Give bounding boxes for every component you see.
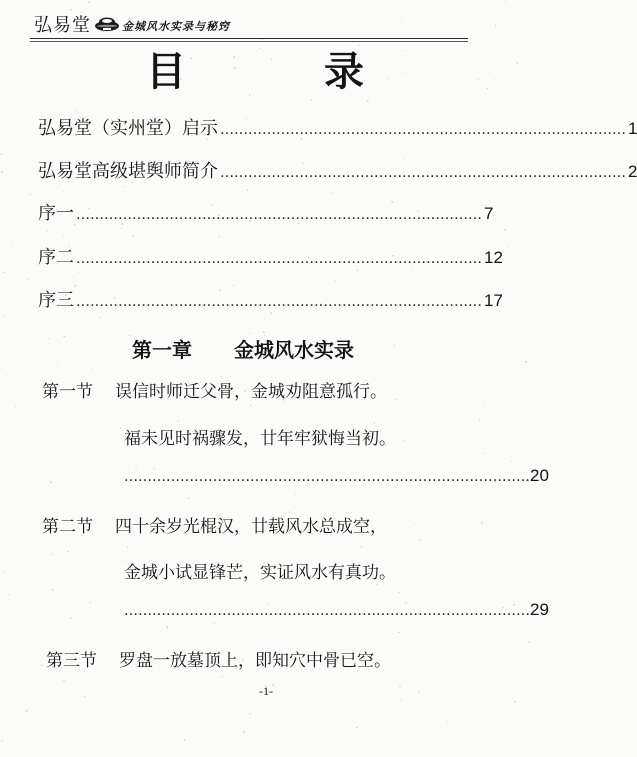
leader-dots: …………………………………………………………………………… xyxy=(76,207,482,223)
section-line: 误信时师迁父骨，金城劝阻意孤行。 xyxy=(115,382,387,402)
speck xyxy=(495,25,497,27)
speck xyxy=(211,636,212,637)
section-page: 20 xyxy=(530,466,549,485)
speck xyxy=(401,18,402,19)
speck xyxy=(36,317,37,318)
toc-entry-page: 1 xyxy=(628,119,637,138)
speck xyxy=(79,272,80,273)
speck xyxy=(504,451,505,452)
section-number: 第一节 xyxy=(42,382,93,402)
speck xyxy=(514,701,516,703)
speck xyxy=(27,279,28,280)
speck xyxy=(419,539,421,541)
section-line: 四十余岁光棍汉，廿载风水总成空， xyxy=(115,517,387,537)
speck xyxy=(479,419,480,420)
speck xyxy=(335,280,336,281)
speck xyxy=(515,676,516,677)
speck xyxy=(250,405,251,406)
toc-entry[interactable] xyxy=(38,118,637,141)
speck xyxy=(442,638,443,639)
speck xyxy=(476,200,477,201)
running-header xyxy=(34,10,230,38)
speck xyxy=(481,522,483,524)
speck xyxy=(90,602,91,603)
speck xyxy=(399,592,400,593)
section-page: 29 xyxy=(530,600,549,619)
speck xyxy=(221,676,222,677)
header-rule xyxy=(30,38,468,39)
speck xyxy=(470,356,471,357)
speck xyxy=(326,409,327,410)
speck xyxy=(167,626,169,628)
speck xyxy=(311,99,312,100)
speck xyxy=(91,369,92,370)
speck xyxy=(150,0,151,1)
speck xyxy=(127,546,128,547)
speck xyxy=(504,229,506,231)
leader-dots: …………………………………………………………………………… xyxy=(76,251,482,267)
section-page-line xyxy=(124,600,549,620)
speck xyxy=(239,332,240,333)
speck xyxy=(8,599,9,600)
speck xyxy=(121,228,122,229)
page-title: 目 录 xyxy=(146,49,426,95)
speck xyxy=(511,461,512,462)
speck xyxy=(67,551,69,553)
toc-entry[interactable] xyxy=(38,161,637,184)
speck xyxy=(243,731,245,733)
speck xyxy=(361,546,363,548)
speck xyxy=(63,191,64,192)
speck xyxy=(45,159,46,160)
speck xyxy=(425,101,426,102)
speck xyxy=(219,236,221,238)
speck xyxy=(356,726,358,728)
speck xyxy=(1,154,2,155)
speck xyxy=(264,317,265,318)
header-brand: 弘易堂 xyxy=(34,15,91,36)
speck xyxy=(4,572,5,573)
section-line: 福未见时祸骤发，廿年牢狱悔当初。 xyxy=(124,429,396,449)
toc-entry-label: 弘易堂高级堪舆师简介 xyxy=(38,161,218,182)
speck xyxy=(15,406,16,407)
speck xyxy=(367,100,369,102)
speck xyxy=(1,171,3,173)
toc-entry[interactable] xyxy=(38,290,503,313)
chapter-number: 第一章 xyxy=(132,338,192,362)
speck xyxy=(42,701,43,702)
speck xyxy=(233,285,234,286)
speck xyxy=(415,524,416,525)
speck xyxy=(398,632,400,634)
speck xyxy=(186,148,187,149)
speck xyxy=(120,427,121,428)
speck xyxy=(419,750,420,751)
speck xyxy=(376,584,377,585)
speck xyxy=(524,337,525,338)
chapter-heading[interactable] xyxy=(132,334,354,363)
speck xyxy=(481,399,482,400)
toc-entry-label: 序二 xyxy=(38,247,74,268)
section-entry[interactable] xyxy=(42,381,387,403)
speck xyxy=(351,372,352,373)
speck xyxy=(3,315,4,316)
speck xyxy=(26,710,28,712)
brand-logo-icon xyxy=(94,15,120,33)
speck xyxy=(70,618,71,619)
speck xyxy=(178,421,179,422)
speck xyxy=(523,200,524,201)
speck xyxy=(132,112,133,113)
section-line: 罗盘一放墓顶上，即知穴中骨已空。 xyxy=(119,651,391,671)
speck xyxy=(48,338,49,339)
toc-entry-label: 弘易堂（实州堂）启示 xyxy=(38,118,218,139)
speck xyxy=(510,389,511,390)
speck xyxy=(403,440,405,442)
section-number: 第三节 xyxy=(46,651,97,671)
speck xyxy=(2,469,3,470)
speck xyxy=(50,481,52,483)
speck xyxy=(375,741,376,742)
speck xyxy=(347,103,348,104)
speck xyxy=(3,272,4,273)
speck xyxy=(511,334,512,335)
speck xyxy=(57,361,58,362)
page-number: -1- xyxy=(259,684,273,698)
speck xyxy=(471,717,472,718)
speck xyxy=(132,235,134,237)
speck xyxy=(295,493,296,494)
speck xyxy=(247,190,249,192)
speck xyxy=(249,713,250,714)
speck xyxy=(129,335,130,336)
speck xyxy=(365,450,366,451)
speck xyxy=(508,245,509,246)
speck xyxy=(408,373,409,374)
speck xyxy=(484,402,485,403)
speck xyxy=(1,740,2,741)
speck xyxy=(52,553,53,554)
speck xyxy=(100,317,101,318)
toc-entry[interactable] xyxy=(38,203,494,226)
speck xyxy=(446,722,447,723)
speck xyxy=(253,548,254,549)
speck xyxy=(459,334,460,335)
speck xyxy=(88,1,90,3)
chapter-title: 金城风水实录 xyxy=(234,338,354,362)
toc-entry-page: 7 xyxy=(484,204,494,223)
speck xyxy=(395,399,396,400)
speck xyxy=(420,535,421,536)
speck xyxy=(385,242,386,243)
leader-dots: …………………………………………………………………………… xyxy=(220,122,626,138)
speck xyxy=(0,368,1,369)
section-entry[interactable] xyxy=(42,516,387,538)
section-number: 第二节 xyxy=(42,517,93,537)
toc-entry-page: 2 xyxy=(628,162,637,181)
leader-dots: …………………………………………………………………………… xyxy=(124,469,530,485)
speck xyxy=(527,498,528,499)
leader-dots: …………………………………………………………………………… xyxy=(220,165,626,181)
speck xyxy=(528,641,530,643)
leader-dots: …………………………………………………………………………… xyxy=(124,603,530,619)
speck xyxy=(41,665,42,666)
speck xyxy=(401,699,402,700)
speck xyxy=(8,595,9,596)
speck xyxy=(505,1,506,2)
speck xyxy=(12,244,13,245)
speck xyxy=(331,192,332,193)
speck xyxy=(525,361,527,363)
speck xyxy=(404,158,405,159)
toc-entry-label: 序三 xyxy=(38,290,74,311)
toc-entry-page: 17 xyxy=(484,291,503,310)
speck xyxy=(289,511,290,512)
toc-entry[interactable] xyxy=(38,247,503,270)
leader-dots: …………………………………………………………………………… xyxy=(76,294,482,310)
speck xyxy=(50,446,51,447)
speck xyxy=(360,703,361,704)
speck xyxy=(9,138,10,139)
speck xyxy=(214,623,215,624)
section-page-line xyxy=(124,466,549,486)
speck xyxy=(124,186,125,187)
speck xyxy=(76,111,77,112)
speck xyxy=(74,285,76,287)
speck xyxy=(30,194,31,195)
header-subtitle: 金城风水实录与秘窍 xyxy=(122,20,230,33)
speck xyxy=(462,495,463,496)
speck xyxy=(63,235,64,236)
speck xyxy=(188,498,189,499)
speck xyxy=(93,510,94,511)
speck xyxy=(482,453,483,454)
speck xyxy=(184,739,186,741)
toc-entry-label: 序一 xyxy=(38,203,74,224)
speck xyxy=(63,680,64,681)
speck xyxy=(338,495,339,496)
speck xyxy=(46,231,47,232)
speck xyxy=(14,160,15,161)
section-entry[interactable] xyxy=(46,650,391,672)
speck xyxy=(49,374,50,375)
speck xyxy=(125,508,126,509)
speck xyxy=(263,331,265,333)
section-line: 金城小试显锋芒，实证风水有真功。 xyxy=(124,563,396,583)
speck xyxy=(394,345,395,346)
speck xyxy=(531,10,532,11)
speck xyxy=(63,335,65,337)
speck xyxy=(298,368,299,369)
toc-entry-page: 12 xyxy=(484,248,503,267)
speck xyxy=(50,554,51,555)
speck xyxy=(52,589,54,591)
speck xyxy=(280,238,281,239)
speck xyxy=(220,376,221,377)
